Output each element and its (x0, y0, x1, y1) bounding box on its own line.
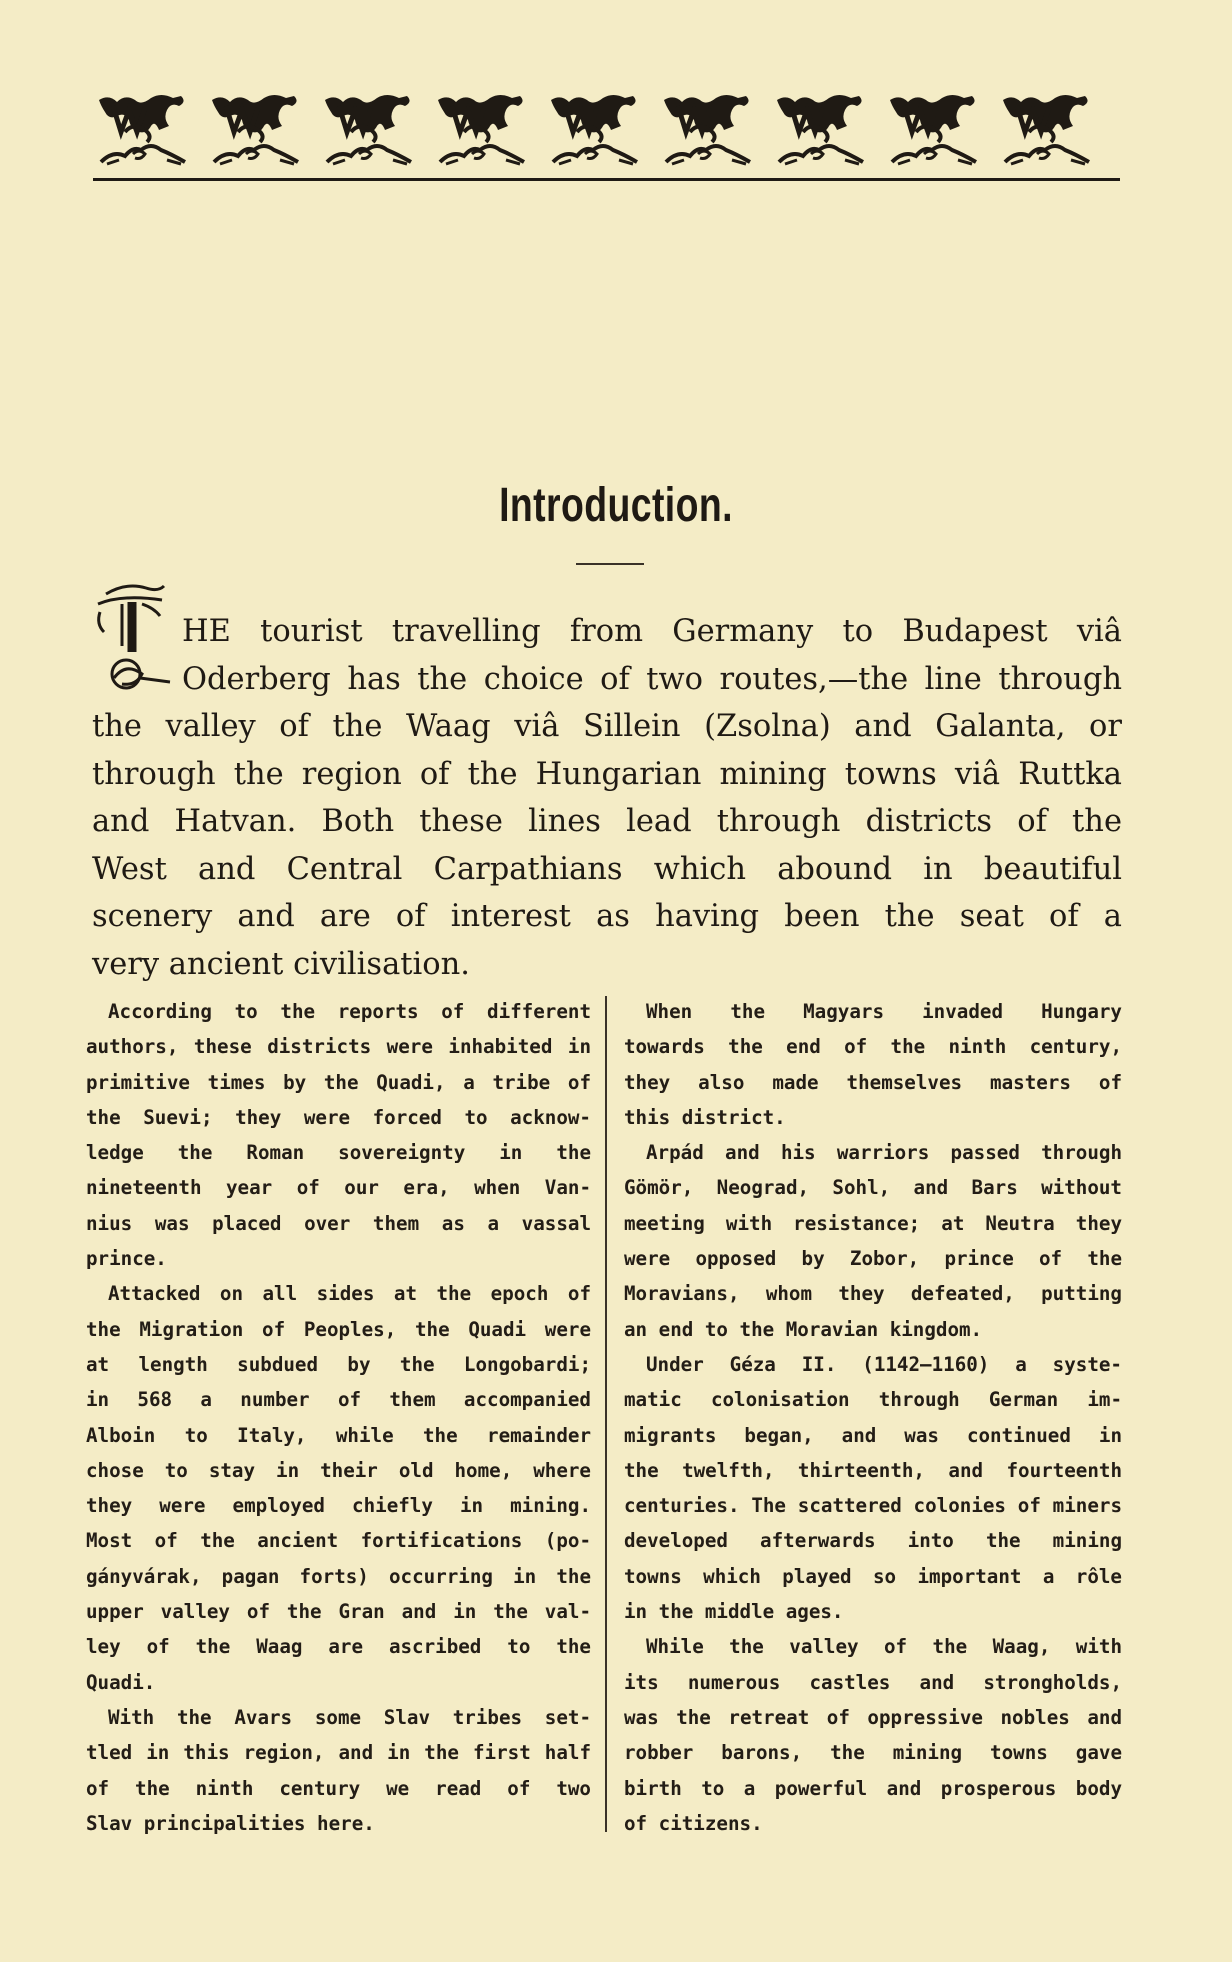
text-line: Most of the ancient fortifications (po- (86, 1529, 591, 1553)
text-line: Quadi. (86, 1670, 156, 1694)
text-line: birth to a powerful and prosperous body (624, 1776, 1122, 1800)
text-line: With the Avars some Slav tribes set- (108, 1705, 591, 1729)
text-line: at length subdued by the Longobardi; (86, 1352, 591, 1376)
text-line: the Migration of Peoples, the Quadi were (86, 1317, 591, 1341)
paragraph (624, 1347, 1122, 1629)
text-line: they were employed chiefly in mining. (86, 1494, 591, 1518)
text-line: this district. (624, 1105, 786, 1129)
text-line: the twelfth, thirteenth, and fourteenth (624, 1458, 1122, 1482)
text-line: towns which played so important a rôle (624, 1564, 1122, 1588)
paragraph (86, 1276, 591, 1700)
text-line: tled in this region, and in the first half (86, 1741, 591, 1765)
text-line: in 568 a number of them accompanied (86, 1388, 591, 1412)
text-line: chose to stay in their old home, where (86, 1458, 591, 1482)
header-rule (93, 178, 1120, 181)
text-line: upper valley of the Gran and in the val- (86, 1600, 591, 1624)
text-line: meeting with resistance; at Neutra they (624, 1211, 1122, 1235)
text-line: in the middle ages. (624, 1600, 844, 1624)
text-line: According to the reports of different (108, 1000, 591, 1023)
text-line: towards the end of the ninth century, (624, 1035, 1122, 1059)
text-line: developed afterwards into the mining (624, 1529, 1122, 1553)
text-line: robber barons, the mining towns gave (624, 1741, 1122, 1765)
left-column (86, 994, 591, 1841)
intro-line: the valley of the Waag viâ Sillein (Zsolna) and Galanta, or (92, 709, 1122, 744)
text-line: centuries. The scattered colonies of miners (624, 1494, 1122, 1518)
intro-line: Oderberg has the choice of two routes,—the line through (182, 661, 1122, 697)
text-line: matic colonisation through German im- (624, 1388, 1122, 1412)
text-line: Alboin to Italy, while the remainder (86, 1423, 591, 1447)
text-line: When the Magyars invaded Hungary (646, 1000, 1122, 1023)
column-divider (605, 996, 607, 1832)
text-line: nius was placed over them as a vassal (86, 1211, 591, 1235)
title-divider (576, 563, 644, 565)
text-line: of citizens. (624, 1811, 763, 1835)
page-title: Introduction. (499, 479, 733, 532)
text-line: nineteenth year of our era, when Van- (86, 1176, 591, 1200)
text-line: they also made themselves masters of (624, 1070, 1122, 1094)
intro-line: through the region of the Hungarian mining towns viâ Ruttka (92, 756, 1122, 792)
intro-line: very ancient civilisation. (92, 946, 470, 982)
text-line: of the ninth century we read of two (86, 1776, 591, 1800)
text-line: Gömör, Neograd, Sohl, and Bars without (624, 1176, 1122, 1200)
paragraph (624, 994, 1122, 1135)
text-line: authors, these districts were inhabited in (86, 1035, 591, 1059)
intro-line: HE tourist travelling from Germany to Budapest viâ (182, 614, 1122, 649)
text-line: was the retreat of oppressive nobles and (624, 1705, 1122, 1729)
header-ornament (95, 92, 1120, 174)
text-line: Under Géza II. (1142—1160) a syste- (646, 1352, 1122, 1376)
right-column (624, 994, 1122, 1841)
paragraph (86, 994, 591, 1276)
text-line: While the valley of the Waag, with (646, 1635, 1122, 1659)
text-line: the Suevi; they were forced to acknow- (86, 1105, 591, 1129)
text-line: Arpád and his warriors passed through (646, 1141, 1122, 1165)
text-line: Moravians, whom they defeated, putting (624, 1282, 1122, 1306)
text-line: ley of the Waag are ascribed to the (86, 1635, 591, 1659)
text-line: gányvárak, pagan forts) occurring in the (86, 1564, 591, 1588)
intro-line: and Hatvan. Both these lines lead through districts of the (92, 804, 1122, 839)
text-line: its numerous castles and strongholds, (624, 1670, 1122, 1694)
text-line: were opposed by Zobor, prince of the (624, 1247, 1122, 1271)
intro-paragraph (92, 608, 1122, 988)
intro-line: West and Central Carpathians which abound in beautiful (92, 851, 1122, 887)
text-line: an end to the Moravian kingdom. (624, 1317, 983, 1341)
intro-line: scenery and are of interest as having been the seat of a (92, 899, 1122, 934)
text-line: migrants began, and was continued in (624, 1423, 1122, 1447)
text-line: ledge the Roman sovereignty in the (86, 1141, 591, 1165)
text-line: Attacked on all sides at the epoch of (108, 1282, 591, 1306)
text-line: Slav principalities here. (86, 1811, 375, 1835)
flourish-icon (95, 92, 1120, 174)
paragraph (624, 1629, 1122, 1841)
text-line: primitive times by the Quadi, a tribe of (86, 1070, 591, 1094)
paragraph (86, 1700, 591, 1841)
paragraph (624, 1135, 1122, 1347)
text-line: prince. (86, 1247, 167, 1271)
